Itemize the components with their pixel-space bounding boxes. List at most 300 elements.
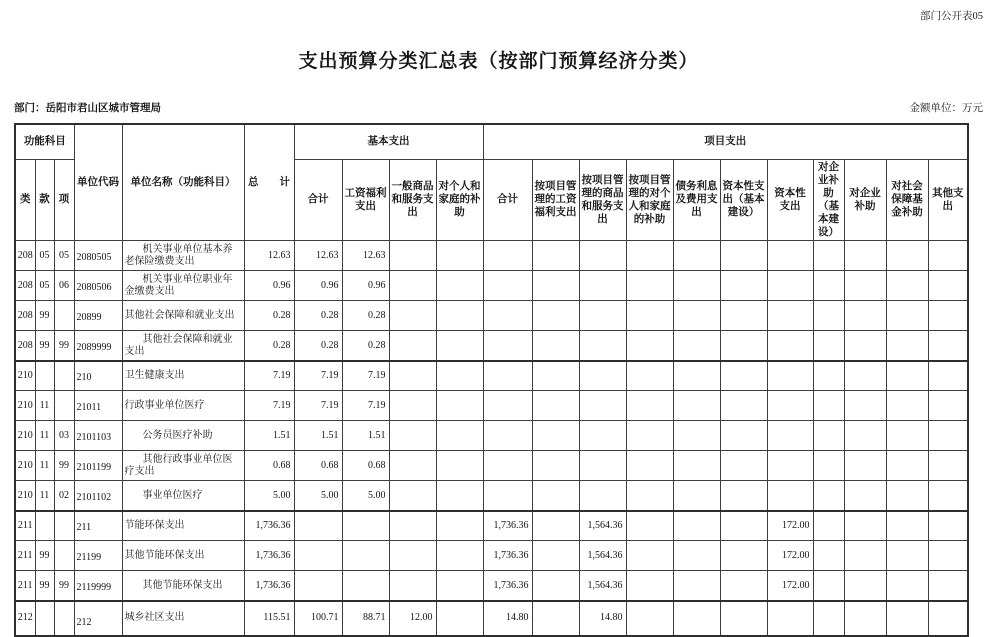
cell-proj-enterprise <box>844 331 886 361</box>
cell-section: 99 <box>35 301 54 331</box>
cell-proj-goods: 1,564.36 <box>579 571 626 601</box>
cell-item: 99 <box>54 571 74 601</box>
cell-proj-enterprise <box>844 511 886 541</box>
cell-proj-enterprise-construction <box>813 391 844 421</box>
cell-proj-enterprise-construction <box>813 511 844 541</box>
cell-section: 05 <box>35 241 54 271</box>
cell-total: 7.19 <box>244 361 294 391</box>
header-project-group: 项目支出 <box>483 124 968 159</box>
cell-proj-capital: 172.00 <box>767 571 813 601</box>
cell-section <box>35 361 54 391</box>
cell-proj-capital-construction <box>720 601 767 636</box>
cell-basic-personal <box>436 241 483 271</box>
header-proj-subtotal: 合计 <box>483 159 532 241</box>
header-section: 款 <box>35 159 54 241</box>
cell-proj-enterprise-construction <box>813 571 844 601</box>
cell-proj-other <box>928 331 968 361</box>
cell-proj-personal <box>626 361 673 391</box>
cell-proj-enterprise-construction <box>813 481 844 511</box>
cell-basic-goods <box>389 481 436 511</box>
cell-proj-debt-interest <box>673 601 720 636</box>
cell-item <box>54 361 74 391</box>
cell-proj-other <box>928 361 968 391</box>
cell-proj-enterprise <box>844 301 886 331</box>
header-item: 项 <box>54 159 74 241</box>
cell-class: 210 <box>15 361 35 391</box>
cell-proj-capital-construction <box>720 271 767 301</box>
cell-basic-subtotal: 12.63 <box>294 241 342 271</box>
cell-basic-goods <box>389 541 436 571</box>
cell-proj-personal <box>626 451 673 481</box>
cell-unit-name: 其他社会保障和就业支出 <box>122 301 244 331</box>
table-row <box>15 541 968 571</box>
cell-proj-capital <box>767 391 813 421</box>
cell-proj-subtotal <box>483 451 532 481</box>
cell-proj-capital <box>767 361 813 391</box>
cell-class: 208 <box>15 241 35 271</box>
cell-proj-goods <box>579 301 626 331</box>
header-proj-other: 其他支出 <box>928 159 968 241</box>
cell-proj-enterprise <box>844 241 886 271</box>
cell-unit-name: 卫生健康支出 <box>122 361 244 391</box>
cell-unit-name: 其他节能环保支出 <box>122 541 244 571</box>
cell-proj-personal <box>626 421 673 451</box>
cell-basic-personal <box>436 301 483 331</box>
cell-proj-goods <box>579 241 626 271</box>
cell-section: 11 <box>35 451 54 481</box>
header-unit-code: 单位代码 <box>74 124 122 241</box>
cell-class: 210 <box>15 421 35 451</box>
header-proj-enterprise-construction: 对企业补助（基本建设） <box>813 159 844 241</box>
cell-proj-subtotal <box>483 421 532 451</box>
cell-proj-enterprise <box>844 451 886 481</box>
meta-row <box>14 100 983 115</box>
cell-proj-capital <box>767 481 813 511</box>
cell-proj-enterprise-construction <box>813 301 844 331</box>
cell-proj-social-security-fund <box>886 421 928 451</box>
cell-basic-wage: 0.28 <box>342 301 389 331</box>
cell-unit-code: 2080505 <box>74 241 122 271</box>
cell-proj-social-security-fund <box>886 361 928 391</box>
cell-proj-debt-interest <box>673 571 720 601</box>
cell-total: 0.68 <box>244 451 294 481</box>
cell-proj-personal <box>626 481 673 511</box>
header-proj-personal: 按项目管理的对个人和家庭的补助 <box>626 159 673 241</box>
cell-proj-capital-construction <box>720 481 767 511</box>
table-row <box>15 301 968 331</box>
header-class: 类 <box>15 159 35 241</box>
cell-proj-wage <box>532 271 579 301</box>
cell-unit-code: 2101103 <box>74 421 122 451</box>
header-proj-goods: 按项目管理的商品和服务支出 <box>579 159 626 241</box>
cell-proj-other <box>928 541 968 571</box>
cell-basic-wage: 5.00 <box>342 481 389 511</box>
cell-proj-enterprise <box>844 361 886 391</box>
cell-basic-subtotal: 0.28 <box>294 301 342 331</box>
table-row <box>15 481 968 511</box>
cell-basic-wage: 12.63 <box>342 241 389 271</box>
table-row <box>15 331 968 361</box>
cell-proj-debt-interest <box>673 451 720 481</box>
cell-proj-enterprise <box>844 271 886 301</box>
cell-proj-social-security-fund <box>886 331 928 361</box>
cell-proj-wage <box>532 601 579 636</box>
cell-proj-other <box>928 571 968 601</box>
cell-proj-personal <box>626 331 673 361</box>
cell-basic-wage: 0.68 <box>342 451 389 481</box>
cell-proj-enterprise <box>844 571 886 601</box>
table-row <box>15 601 968 636</box>
cell-proj-wage <box>532 451 579 481</box>
cell-proj-enterprise-construction <box>813 361 844 391</box>
cell-proj-capital-construction <box>720 511 767 541</box>
cell-proj-enterprise-construction <box>813 541 844 571</box>
cell-unit-code: 2101199 <box>74 451 122 481</box>
cell-proj-goods <box>579 391 626 421</box>
cell-proj-debt-interest <box>673 391 720 421</box>
cell-basic-personal <box>436 421 483 451</box>
cell-proj-social-security-fund <box>886 391 928 421</box>
cell-proj-capital <box>767 601 813 636</box>
cell-proj-capital-construction <box>720 571 767 601</box>
cell-basic-personal <box>436 511 483 541</box>
cell-basic-wage <box>342 571 389 601</box>
cell-section: 99 <box>35 331 54 361</box>
doc-number-label: 部门公开表05 <box>920 11 983 22</box>
cell-proj-subtotal <box>483 331 532 361</box>
cell-basic-personal <box>436 331 483 361</box>
cell-proj-capital <box>767 271 813 301</box>
cell-basic-subtotal <box>294 541 342 571</box>
cell-unit-code: 2101102 <box>74 481 122 511</box>
cell-proj-subtotal <box>483 241 532 271</box>
cell-basic-goods <box>389 241 436 271</box>
header-func-group: 功能科目 <box>15 124 74 159</box>
cell-proj-wage <box>532 511 579 541</box>
cell-proj-other <box>928 601 968 636</box>
cell-section: 11 <box>35 421 54 451</box>
cell-unit-code: 2119999 <box>74 571 122 601</box>
cell-basic-subtotal: 100.71 <box>294 601 342 636</box>
cell-unit-code: 2089999 <box>74 331 122 361</box>
cell-proj-capital <box>767 331 813 361</box>
cell-proj-enterprise <box>844 601 886 636</box>
cell-proj-enterprise <box>844 391 886 421</box>
cell-section <box>35 511 54 541</box>
cell-class: 210 <box>15 451 35 481</box>
cell-basic-goods <box>389 421 436 451</box>
cell-proj-other <box>928 241 968 271</box>
cell-basic-subtotal: 0.68 <box>294 451 342 481</box>
cell-proj-goods: 1,564.36 <box>579 511 626 541</box>
cell-basic-personal <box>436 571 483 601</box>
cell-proj-enterprise-construction <box>813 451 844 481</box>
header-unit-name: 单位名称（功能科目） <box>122 124 244 241</box>
cell-proj-debt-interest <box>673 421 720 451</box>
cell-proj-personal <box>626 541 673 571</box>
cell-total: 1,736.36 <box>244 511 294 541</box>
cell-basic-wage: 0.28 <box>342 331 389 361</box>
cell-proj-enterprise-construction <box>813 421 844 451</box>
cell-proj-subtotal <box>483 481 532 511</box>
cell-proj-debt-interest <box>673 271 720 301</box>
cell-section: 99 <box>35 541 54 571</box>
table-row <box>15 511 968 541</box>
cell-proj-enterprise-construction <box>813 241 844 271</box>
cell-proj-subtotal: 14.80 <box>483 601 532 636</box>
cell-proj-enterprise <box>844 421 886 451</box>
cell-item: 03 <box>54 421 74 451</box>
cell-basic-subtotal <box>294 571 342 601</box>
cell-basic-personal <box>436 451 483 481</box>
cell-class: 208 <box>15 301 35 331</box>
cell-item: 06 <box>54 271 74 301</box>
table-row <box>15 391 968 421</box>
cell-basic-personal <box>436 601 483 636</box>
cell-total: 1.51 <box>244 421 294 451</box>
cell-basic-subtotal: 7.19 <box>294 361 342 391</box>
cell-proj-capital <box>767 421 813 451</box>
cell-proj-wage <box>532 541 579 571</box>
cell-proj-debt-interest <box>673 541 720 571</box>
cell-item <box>54 301 74 331</box>
cell-proj-capital-construction <box>720 391 767 421</box>
header-row-groups <box>15 124 968 159</box>
cell-basic-subtotal: 7.19 <box>294 391 342 421</box>
cell-basic-goods <box>389 571 436 601</box>
amount-unit-label: 金额单位：万元 <box>909 103 983 114</box>
cell-proj-capital-construction <box>720 421 767 451</box>
cell-total: 1,736.36 <box>244 541 294 571</box>
cell-basic-goods <box>389 391 436 421</box>
cell-proj-other <box>928 451 968 481</box>
cell-proj-debt-interest <box>673 361 720 391</box>
cell-item: 02 <box>54 481 74 511</box>
cell-proj-wage <box>532 241 579 271</box>
cell-proj-other <box>928 301 968 331</box>
cell-proj-subtotal: 1,736.36 <box>483 511 532 541</box>
cell-proj-debt-interest <box>673 241 720 271</box>
cell-proj-goods: 14.80 <box>579 601 626 636</box>
cell-proj-goods: 1,564.36 <box>579 541 626 571</box>
cell-unit-code: 210 <box>74 361 122 391</box>
cell-proj-goods <box>579 451 626 481</box>
cell-proj-social-security-fund <box>886 481 928 511</box>
cell-class: 211 <box>15 571 35 601</box>
table-row <box>15 271 968 301</box>
table-row <box>15 571 968 601</box>
cell-proj-enterprise-construction <box>813 271 844 301</box>
cell-item <box>54 511 74 541</box>
cell-unit-name: 其他行政事业单位医疗支出 <box>122 451 244 481</box>
cell-proj-personal <box>626 301 673 331</box>
cell-basic-wage: 1.51 <box>342 421 389 451</box>
cell-proj-subtotal <box>483 271 532 301</box>
cell-proj-social-security-fund <box>886 451 928 481</box>
cell-proj-other <box>928 391 968 421</box>
cell-proj-wage <box>532 391 579 421</box>
cell-basic-goods <box>389 331 436 361</box>
header-proj-capital-construction: 资本性支出（基本建设） <box>720 159 767 241</box>
cell-proj-wage <box>532 331 579 361</box>
cell-unit-name: 行政事业单位医疗 <box>122 391 244 421</box>
cell-basic-wage: 88.71 <box>342 601 389 636</box>
cell-class: 210 <box>15 481 35 511</box>
cell-proj-debt-interest <box>673 481 720 511</box>
cell-basic-subtotal: 1.51 <box>294 421 342 451</box>
cell-proj-goods <box>579 361 626 391</box>
cell-item <box>54 391 74 421</box>
cell-basic-wage <box>342 541 389 571</box>
cell-class: 211 <box>15 511 35 541</box>
cell-unit-name: 机关事业单位职业年金缴费支出 <box>122 271 244 301</box>
cell-unit-code: 211 <box>74 511 122 541</box>
cell-unit-name: 其他节能环保支出 <box>122 571 244 601</box>
header-proj-social-security-fund: 对社会保障基金补助 <box>886 159 928 241</box>
cell-total: 1,736.36 <box>244 571 294 601</box>
cell-proj-debt-interest <box>673 301 720 331</box>
cell-proj-personal <box>626 241 673 271</box>
cell-proj-capital <box>767 301 813 331</box>
cell-proj-capital-construction <box>720 361 767 391</box>
cell-proj-personal <box>626 511 673 541</box>
cell-section: 05 <box>35 271 54 301</box>
cell-unit-code: 21199 <box>74 541 122 571</box>
table-row <box>15 241 968 271</box>
cell-basic-personal <box>436 361 483 391</box>
cell-proj-enterprise-construction <box>813 331 844 361</box>
header-basic-personal: 对个人和家庭的补助 <box>436 159 483 241</box>
cell-unit-name: 公务员医疗补助 <box>122 421 244 451</box>
cell-proj-personal <box>626 571 673 601</box>
header-proj-wage: 按项目管理的工资福利支出 <box>532 159 579 241</box>
cell-basic-subtotal: 0.28 <box>294 331 342 361</box>
table-row <box>15 421 968 451</box>
cell-total: 115.51 <box>244 601 294 636</box>
cell-proj-subtotal: 1,736.36 <box>483 541 532 571</box>
cell-proj-subtotal <box>483 301 532 331</box>
cell-basic-goods: 12.00 <box>389 601 436 636</box>
cell-proj-wage <box>532 481 579 511</box>
cell-basic-subtotal <box>294 511 342 541</box>
cell-proj-social-security-fund <box>886 241 928 271</box>
cell-proj-capital-construction <box>720 331 767 361</box>
cell-proj-capital-construction <box>720 451 767 481</box>
cell-proj-social-security-fund <box>886 541 928 571</box>
cell-proj-subtotal <box>483 391 532 421</box>
cell-proj-wage <box>532 361 579 391</box>
cell-class: 208 <box>15 271 35 301</box>
cell-unit-name: 其他社会保障和就业支出 <box>122 331 244 361</box>
cell-unit-name: 事业单位医疗 <box>122 481 244 511</box>
cell-item: 99 <box>54 331 74 361</box>
header-proj-debt-interest: 债务利息及费用支出 <box>673 159 720 241</box>
header-basic-wage: 工资福利支出 <box>342 159 389 241</box>
cell-proj-subtotal: 1,736.36 <box>483 571 532 601</box>
cell-proj-wage <box>532 571 579 601</box>
cell-total: 0.96 <box>244 271 294 301</box>
header-basic-goods: 一般商品和服务支出 <box>389 159 436 241</box>
cell-basic-subtotal: 0.96 <box>294 271 342 301</box>
cell-class: 211 <box>15 541 35 571</box>
cell-proj-social-security-fund <box>886 571 928 601</box>
cell-unit-code: 21011 <box>74 391 122 421</box>
table-row <box>15 451 968 481</box>
cell-proj-goods <box>579 421 626 451</box>
cell-basic-personal <box>436 541 483 571</box>
table-row <box>15 361 968 391</box>
cell-proj-enterprise-construction <box>813 601 844 636</box>
cell-unit-code: 20899 <box>74 301 122 331</box>
cell-proj-capital <box>767 241 813 271</box>
cell-unit-name: 机关事业单位基本养老保险缴费支出 <box>122 241 244 271</box>
cell-basic-wage: 7.19 <box>342 361 389 391</box>
cell-proj-other <box>928 511 968 541</box>
cell-proj-debt-interest <box>673 511 720 541</box>
cell-proj-other <box>928 421 968 451</box>
cell-unit-name: 节能环保支出 <box>122 511 244 541</box>
cell-total: 12.63 <box>244 241 294 271</box>
cell-proj-social-security-fund <box>886 301 928 331</box>
cell-proj-capital: 172.00 <box>767 541 813 571</box>
cell-proj-wage <box>532 301 579 331</box>
department-label: 部门：岳阳市君山区城市管理局 <box>14 103 161 114</box>
cell-total: 5.00 <box>244 481 294 511</box>
cell-basic-goods <box>389 361 436 391</box>
cell-proj-wage <box>532 421 579 451</box>
cell-total: 7.19 <box>244 391 294 421</box>
cell-total: 0.28 <box>244 331 294 361</box>
cell-item: 99 <box>54 451 74 481</box>
cell-total: 0.28 <box>244 301 294 331</box>
cell-unit-code: 212 <box>74 601 122 636</box>
cell-basic-wage: 0.96 <box>342 271 389 301</box>
cell-class: 208 <box>15 331 35 361</box>
page-title: 支出预算分类汇总表（按部门预算经济分类） <box>298 51 699 72</box>
cell-item: 05 <box>54 241 74 271</box>
cell-section: 11 <box>35 481 54 511</box>
header-proj-enterprise: 对企业补助 <box>844 159 886 241</box>
cell-proj-enterprise <box>844 541 886 571</box>
cell-proj-other <box>928 481 968 511</box>
cell-basic-goods <box>389 511 436 541</box>
cell-proj-personal <box>626 391 673 421</box>
cell-item <box>54 541 74 571</box>
cell-basic-personal <box>436 271 483 301</box>
cell-basic-wage <box>342 511 389 541</box>
cell-proj-social-security-fund <box>886 511 928 541</box>
cell-proj-capital-construction <box>720 241 767 271</box>
cell-basic-wage: 7.19 <box>342 391 389 421</box>
header-total: 总 计 <box>244 124 294 241</box>
header-basic-subtotal: 合计 <box>294 159 342 241</box>
cell-basic-personal <box>436 481 483 511</box>
cell-class: 212 <box>15 601 35 636</box>
cell-section: 11 <box>35 391 54 421</box>
cell-proj-other <box>928 271 968 301</box>
cell-proj-personal <box>626 601 673 636</box>
cell-proj-capital: 172.00 <box>767 511 813 541</box>
cell-section: 99 <box>35 571 54 601</box>
cell-proj-debt-interest <box>673 331 720 361</box>
cell-proj-subtotal <box>483 361 532 391</box>
cell-proj-social-security-fund <box>886 601 928 636</box>
cell-proj-capital-construction <box>720 541 767 571</box>
cell-section <box>35 601 54 636</box>
cell-proj-capital <box>767 451 813 481</box>
cell-class: 210 <box>15 391 35 421</box>
budget-table <box>14 123 969 637</box>
